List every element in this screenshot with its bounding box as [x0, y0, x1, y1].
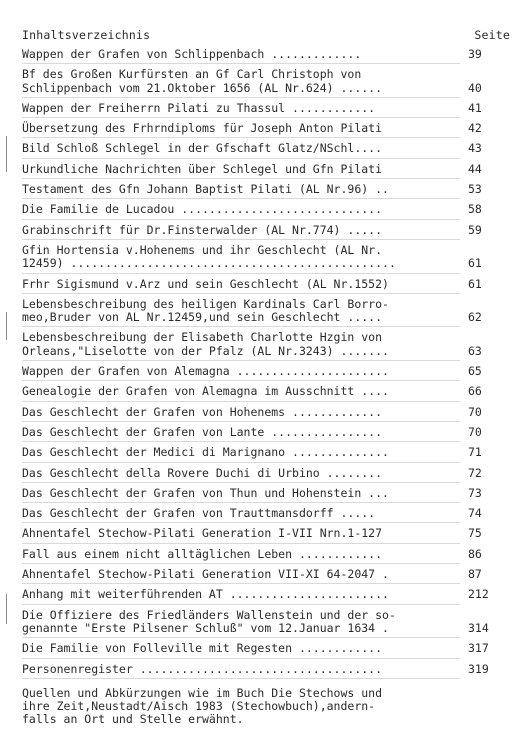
- toc-entry: [22, 402, 482, 422]
- toc-entry-page: 65: [468, 364, 482, 379]
- sources-note-text: Quellen und Abkürzungen wie im Buch Die Stechows und ihre Zeit,Neustadt/Aisch 1983 (Stechowbuch),andern- falls an Ort und Stelle erwähnt.: [22, 685, 383, 727]
- toc-entry: [22, 659, 489, 679]
- toc-entry: [22, 240, 482, 274]
- toc-entry-text: Lebensbeschreibung des heiligen Kardinals Carl Borro- meo,Bruder von AL Nr.12459,und sein Geschlecht .....: [22, 296, 389, 325]
- toc-entry-text: Ahnentafel Stechow-Pilati Generation VII-XI 64-2047 .: [22, 567, 389, 582]
- toc-entry-text: Lebensbeschreibung der Elisabeth Charlotte Hzgin von Orleans,"Liselotte von der Pfalz (AL Nr.3243) .......: [22, 330, 389, 358]
- sources-note: [22, 679, 452, 730]
- toc-list: [22, 44, 504, 730]
- toc-entry: [22, 98, 482, 118]
- toc-entry-text: Das Geschlecht der Grafen von Lante ................: [22, 424, 383, 439]
- toc-entry-text: Das Geschlecht der Grafen von Trauttmansdorff .....: [22, 506, 376, 521]
- toc-entry-text: Bf des Großen Kurfürsten an Gf Carl Christoph von Schlippenbach vom 21.Oktober 1656 (AL Nr.624) ......: [22, 67, 383, 95]
- toc-entry: [22, 361, 482, 381]
- toc-entry: [22, 422, 482, 442]
- toc-entry-text: Wappen der Freiherrn Pilati zu Thassul ............: [22, 100, 376, 115]
- toc-entry-text: Urkundliche Nachrichten über Schlegel und Gfn Pilati: [22, 161, 383, 176]
- toc-entry-page: 71: [468, 445, 482, 460]
- toc-entry-text: Die Offiziere des Friedländers Wallenstein und der so- genannte "Erste Pilsener Schluß" vom 12.Januar 1634 .: [22, 607, 396, 635]
- toc-entry-text: Das Geschlecht der Medici di Marignano ..............: [22, 445, 389, 460]
- toc-entry-page: 314: [468, 620, 489, 635]
- toc-entry-page: 75: [468, 526, 482, 541]
- toc-entry: [22, 118, 482, 138]
- toc-entry-page: 66: [468, 384, 482, 399]
- toc-entry-page: 63: [468, 343, 482, 358]
- toc-entry-text: Übersetzung des Frhrndiploms für Joseph Anton Pilati: [22, 121, 383, 136]
- toc-entry: [22, 638, 489, 658]
- toc-entry-page: 87: [468, 567, 482, 582]
- toc-entry: [22, 327, 482, 361]
- toc-entry: [22, 294, 482, 328]
- toc-entry-page: 41: [468, 100, 482, 115]
- page-column-heading: Seite: [474, 28, 510, 42]
- toc-entry-text: Gfin Hortensia v.Hohenems und ihr Geschlecht (AL Nr. 12459) ...............................................: [22, 242, 396, 271]
- toc-entry-text: Ahnentafel Stechow-Pilati Generation I-VII Nrn.1-127: [22, 526, 383, 541]
- toc-entry-text: Testament des Gfn Johann Baptist Pilati (AL Nr.96) ..: [22, 182, 389, 197]
- toc-entry: [22, 159, 482, 179]
- toc-entry-text: Fall aus einem nicht alltäglichen Leben ............: [22, 546, 383, 561]
- toc-entry-text: Anhang mit weiterführenden AT .......................: [22, 587, 389, 602]
- toc-entry: [22, 220, 482, 240]
- toc-entry-page: 317: [468, 641, 489, 656]
- toc-entry-text: Die Familie von Folleville mit Regesten ............: [22, 641, 383, 656]
- toc-entry-text: Bild Schloß Schlegel in der Gfschaft Glatz/NSchl....: [22, 141, 383, 156]
- toc-entry: [22, 584, 489, 604]
- toc-entry: [22, 64, 482, 98]
- toc-entry-text: Das Geschlecht della Rovere Duchi di Urbino ........: [22, 465, 383, 480]
- toc-entry-text: Frhr Sigismund v.Arz und sein Geschlecht (AL Nr.1552): [22, 276, 389, 291]
- toc-entry: [22, 503, 482, 523]
- toc-entry-page: 86: [468, 546, 482, 561]
- toc-title: Inhaltsverzeichnis: [22, 28, 151, 42]
- toc-entry-text: Wappen der Grafen von Alemagna ......................: [22, 364, 389, 379]
- margin-mark: [6, 312, 7, 340]
- toc-header: [22, 28, 510, 42]
- toc-entry: [22, 442, 482, 462]
- toc-entry-page: 61: [468, 256, 482, 271]
- toc-entry-page: 212: [468, 587, 489, 602]
- toc-entry-page: 70: [468, 404, 482, 419]
- toc-entry-page: 43: [468, 141, 482, 156]
- toc-entry-text: Personenregister ...................................: [22, 661, 383, 676]
- toc-entry: [22, 463, 482, 483]
- toc-entry-page: 74: [468, 506, 482, 521]
- toc-entry-page: 39: [468, 47, 482, 61]
- toc-entry-page: 73: [468, 485, 482, 500]
- toc-entry: [22, 381, 482, 401]
- toc-entry-page: 42: [468, 121, 482, 136]
- margin-mark: [6, 136, 7, 172]
- toc-entry: [22, 483, 482, 503]
- toc-entry-text: Grabinschrift für Dr.Finsterwalder (AL Nr.774) .....: [22, 222, 383, 237]
- toc-entry-page: 319: [468, 661, 489, 676]
- toc-entry-text: Das Geschlecht der Grafen von Thun und Hohenstein ...: [22, 485, 389, 500]
- toc-entry: [22, 179, 482, 199]
- toc-entry: [22, 564, 482, 584]
- toc-entry-text: Wappen der Grafen von Schlippenbach .............: [22, 47, 362, 61]
- toc-entry: [22, 44, 482, 64]
- toc-entry-page: 44: [468, 161, 482, 176]
- toc-entry: [22, 605, 489, 639]
- toc-entry-page: 53: [468, 182, 482, 197]
- toc-entry-text: Genealogie der Grafen von Alemagna im Ausschnitt ....: [22, 384, 389, 399]
- toc-entry-page: 72: [468, 465, 482, 480]
- toc-entry-text: Die Familie de Lucadou .............................: [22, 202, 383, 217]
- toc-entry-page: 40: [468, 80, 482, 95]
- toc-entry-page: 59: [468, 222, 482, 237]
- toc-entry-page: 62: [468, 310, 482, 325]
- toc-entry-page: 58: [468, 202, 482, 217]
- toc-entry: [22, 523, 482, 543]
- toc-entry: [22, 199, 482, 219]
- toc-entry: [22, 274, 482, 294]
- toc-entry-page: 70: [468, 424, 482, 439]
- margin-mark: [6, 594, 7, 624]
- toc-entry-text: Das Geschlecht der Grafen von Hohenems .............: [22, 404, 383, 419]
- toc-entry-page: 61: [468, 276, 482, 291]
- toc-entry: [22, 138, 482, 158]
- toc-entry: [22, 544, 482, 564]
